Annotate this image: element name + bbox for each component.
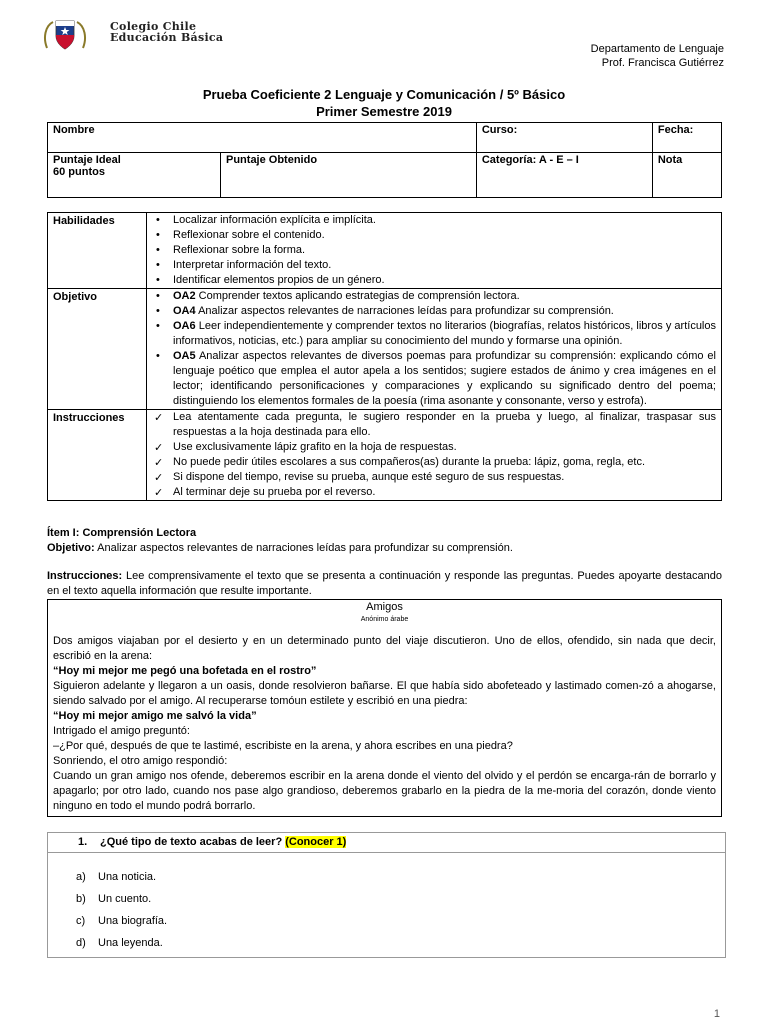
objective-text: Leer independientemente y comprender textos no literarios (biografías, relatos históricos, libros y artículos informativos, noticias, etc.) para ampliar su conocimiento del mundo y formarse una opinión. [173, 320, 716, 347]
date-label: Fecha: [657, 124, 694, 136]
question-1-box [47, 832, 726, 958]
item-objective-text: Analizar aspectos relevantes de narraciones leídas para profundizar su comprensión. [94, 542, 513, 554]
category-field[interactable] [476, 153, 652, 198]
course-label: Curso: [481, 124, 518, 136]
option-letter: b) [76, 893, 86, 905]
date-field[interactable] [652, 123, 721, 153]
department-block [591, 42, 724, 70]
objective-item [152, 289, 716, 304]
objective-text: Analizar aspectos relevantes de narraciones leídas para profundizar su comprensión. [195, 305, 614, 317]
item-objective-label: Objetivo: [47, 542, 95, 554]
skills-objectives-table [47, 212, 722, 501]
objective-text: Analizar aspectos relevantes de diversos poemas para profundizar su comprensión: explicando cómo el lenguaje poético que emplea el autor apela a los sentidos; sugiere estados de ánimo y crea imágenes en el lector; identificando personificaciones y comparaciones y explicando su significado dentro del poema; distinguiendo los elementos formales de la poesía (rima asonante y consonante, verso y estrofa). [173, 350, 716, 407]
answer-option-a[interactable] [76, 870, 725, 892]
item-instructions-label: Instrucciones: [47, 570, 123, 582]
item-section [47, 526, 722, 599]
skill-item: • Reflexionar sobre la forma. [152, 243, 716, 258]
instruction-item: ✓ Use exclusivamente lápiz grafito en la hoja de respuestas. [152, 440, 716, 455]
grade-label: Nota [657, 154, 683, 166]
instructions-list [152, 410, 716, 500]
story-author: Anónimo árabe [360, 616, 409, 623]
option-letter: c) [76, 915, 86, 927]
question-number: 1. [78, 836, 88, 848]
story-paragraph: Dos amigos viajaban por el desierto y en un determinado punto del viaje discutieron. Uno de ellos, ofendido, sin nada que decir, escribió en la arena: [53, 635, 716, 662]
question-skill-tag: (Conocer 1) [285, 836, 347, 848]
test-title-line2: Primer Semestre 2019 [316, 104, 452, 119]
skill-item: • Reflexionar sobre el contenido. [152, 228, 716, 243]
skill-item: • Identificar elementos propios de un género. [152, 273, 716, 288]
objective-code: OA2 [173, 290, 196, 302]
test-title-line1: Prueba Coeficiente 2 Lenguaje y Comunicación / 5º Básico [202, 87, 566, 102]
name-field[interactable] [48, 123, 477, 153]
answer-option-b[interactable] [76, 892, 725, 914]
ideal-score-value: 60 puntos [53, 166, 105, 178]
teacher-name: Prof. Francisca Gutiérrez [601, 57, 724, 69]
objective-code: OA6 [173, 320, 196, 332]
item-objective [47, 541, 722, 556]
item-instructions [47, 569, 722, 599]
story-paragraph: Cuando un gran amigo nos ofende, deberemos escribir en la arena donde el viento del olvido y el perdón se encarga-rán de borrarlo y apagarlo; por otro lado, cuando nos pase algo grandioso, deberemos grabarlo en la piedra de la me-moria del corazón, donde viento ninguno en todo el mundo podrá borrarlo. [53, 770, 716, 812]
test-title [0, 86, 768, 120]
name-label: Nombre [53, 124, 95, 136]
objectives-list [152, 289, 716, 409]
answer-options [48, 853, 725, 958]
obtained-score-label: Puntaje Obtenido [226, 154, 318, 166]
objective-item [152, 319, 716, 349]
story-title: Amigos [366, 601, 403, 613]
option-text: Una leyenda. [98, 937, 163, 949]
objective-code: OA5 [173, 350, 196, 362]
grade-field[interactable] [652, 153, 721, 198]
story-paragraph: Intrigado el amigo preguntó: [53, 725, 190, 737]
course-field[interactable] [476, 123, 652, 153]
instruction-item: ✓ No puede pedir útiles escolares a sus compañeros(as) durante la prueba: lápiz, goma, regla, etc. [152, 455, 716, 470]
question-text: ¿Qué tipo de texto acabas de leer? [100, 836, 286, 848]
answer-option-d[interactable] [76, 936, 725, 958]
student-info-table [47, 122, 722, 198]
option-text: Una biografía. [98, 915, 168, 927]
instruction-item: ✓ Al terminar deje su prueba por el reverso. [152, 485, 716, 500]
story-box [47, 599, 722, 817]
option-letter: a) [76, 871, 86, 883]
skill-item: • Localizar información explícita e implícita. [152, 213, 716, 228]
story-paragraph: Siguieron adelante y llegaron a un oasis, donde resolvieron bañarse. El que había sido abofeteado y lastimado comen-zó a ahogarse, siendo salvado por el amigo. Al recuperarse tomóun estilete y escribió en una piedra: [53, 680, 716, 707]
item-heading: Ítem I: Comprensión Lectora [47, 527, 197, 539]
objective-item [152, 304, 716, 319]
question-1-prompt [48, 833, 725, 853]
skills-list [152, 213, 716, 288]
objective-label: Objetivo [48, 289, 147, 410]
story-paragraph: Sonriendo, el otro amigo respondió: [53, 755, 228, 767]
page-number: 1 [713, 1008, 720, 1020]
obtained-score-field[interactable] [221, 153, 477, 198]
story-quote: “Hoy mi mejor me pegó una bofetada en el rostro” [53, 665, 317, 677]
objective-item [152, 349, 716, 409]
objective-text: Comprender textos aplicando estrategias de comprensión lectora. [195, 290, 520, 302]
ideal-score-label: Puntaje Ideal [53, 154, 121, 166]
ideal-score-cell [48, 153, 221, 198]
item-instructions-text: Lee comprensivamente el texto que se presenta a continuación y responde las preguntas. Puedes apoyarte destacando en el texto aquella información que resulte importante. [47, 570, 722, 597]
instruction-item: ✓ Si dispone del tiempo, revise su prueba, aunque esté seguro de sus respuestas. [152, 470, 716, 485]
skills-label: Habilidades [48, 213, 147, 289]
school-name-line1: Colegio Chile [110, 20, 197, 33]
answer-option-c[interactable] [76, 914, 725, 936]
instruction-item: ✓ Lea atentamente cada pregunta, le sugiero responder en la prueba y luego, al finalizar, traspasar sus respuestas a la hoja destinada para ello. [152, 410, 716, 440]
school-crest-logo [43, 18, 87, 52]
school-name [110, 21, 223, 43]
story-paragraph: –¿Por qué, después de que te lastimé, escribiste en la arena, y ahora escribes en una piedra? [53, 740, 513, 752]
objective-code: OA4 [173, 305, 196, 317]
skill-item: • Interpretar información del texto. [152, 258, 716, 273]
category-label: Categoría: A - E – I [481, 154, 579, 166]
instructions-label: Instrucciones [48, 410, 147, 501]
option-letter: d) [76, 937, 86, 949]
option-text: Un cuento. [98, 893, 152, 905]
school-name-line2: Educación Básica [110, 31, 224, 44]
department-name: Departamento de Lenguaje [590, 43, 724, 55]
story-quote: “Hoy mi mejor amigo me salvó la vida” [53, 710, 257, 722]
option-text: Una noticia. [98, 871, 157, 883]
